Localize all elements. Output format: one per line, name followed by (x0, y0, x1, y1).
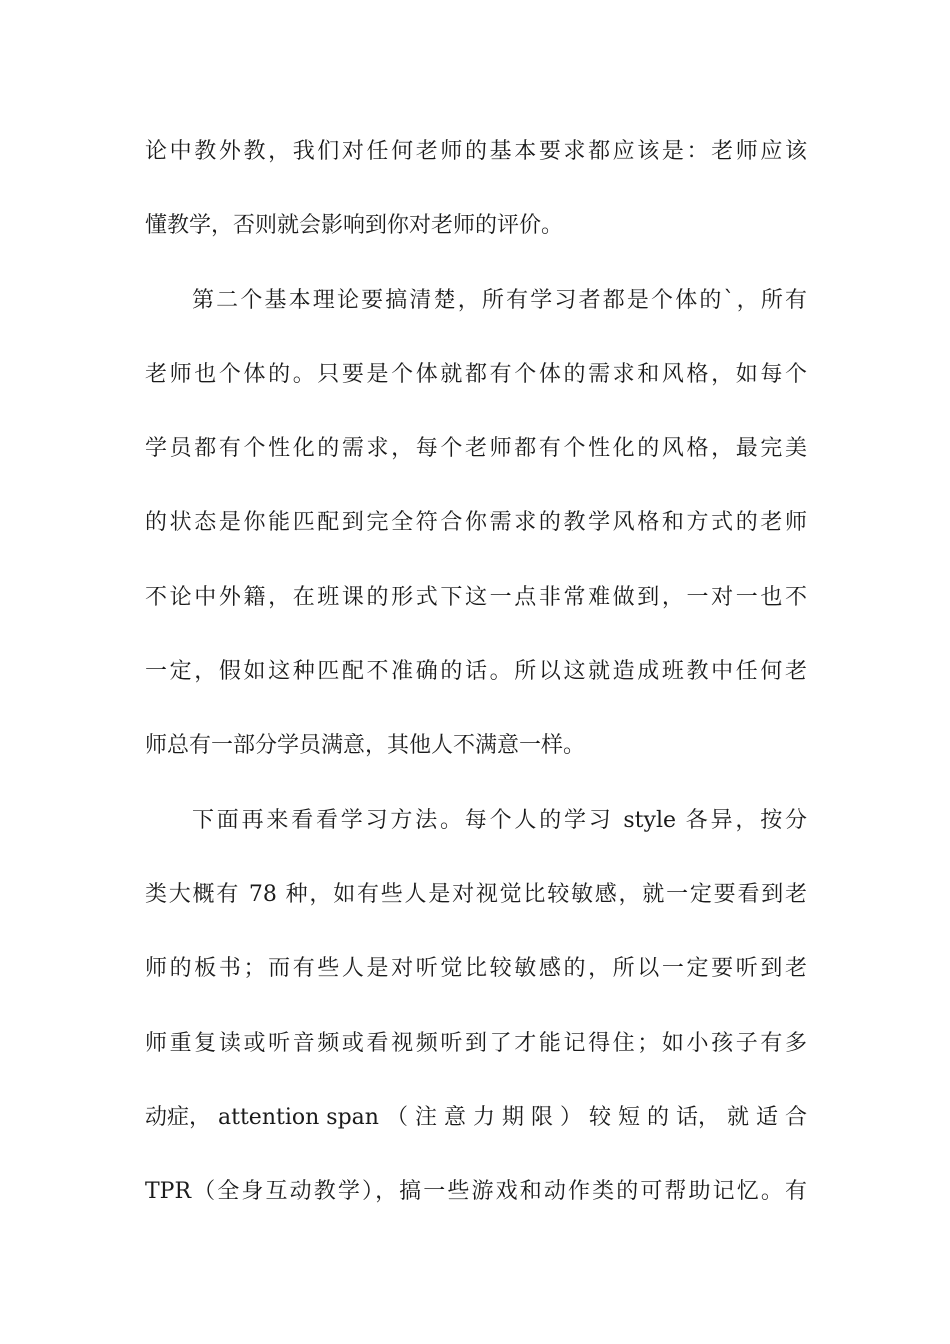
text-line: 第二个基本理论要搞清楚，所有学习者都是个体的`，所有 (192, 287, 807, 313)
text-line: 师的板书；而有些人是对听觉比较敏感的，所以一定要听到老 (145, 956, 807, 982)
text-line: 不论中外籍，在班课的形式下这一点非常难做到，一对一也不 (145, 584, 807, 610)
text-line: 懂教学，否则就会影响到你对老师的评价。 (145, 213, 564, 239)
text-line: 师重复读或听音频或看视频听到了才能记得住；如小孩子有多 (145, 1030, 807, 1056)
text-line: 的状态是你能匹配到完全符合你需求的教学风格和方式的老师 (145, 510, 807, 536)
text-line: 动症， attention span （ 注 意 力 期 限 ） 较 短 的 话， 就 适 合 (145, 1104, 807, 1130)
text-line: TPR（全身互动教学），搞一些游戏和动作类的可帮助记忆。有 (145, 1179, 807, 1205)
text-line: 一定，假如这种匹配不准确的话。所以这就造成班教中任何老 (145, 659, 807, 685)
text-line: 老师也个体的。只要是个体就都有个体的需求和风格，如每个 (145, 361, 807, 387)
text-line: 师总有一部分学员满意，其他人不满意一样。 (145, 733, 586, 759)
body-text (145, 128, 807, 1242)
text-line: 学员都有个性化的需求，每个老师都有个性化的风格，最完美 (145, 436, 807, 462)
text-line: 下面再来看看学习方法。每个人的学习 style 各异，按分 (192, 807, 807, 833)
text-line: 论中教外教，我们对任何老师的基本要求都应该是：老师应该 (145, 139, 807, 164)
text-line: 类大概有 78 种，如有些人是对视觉比较敏感，就一定要看到老 (145, 881, 807, 907)
